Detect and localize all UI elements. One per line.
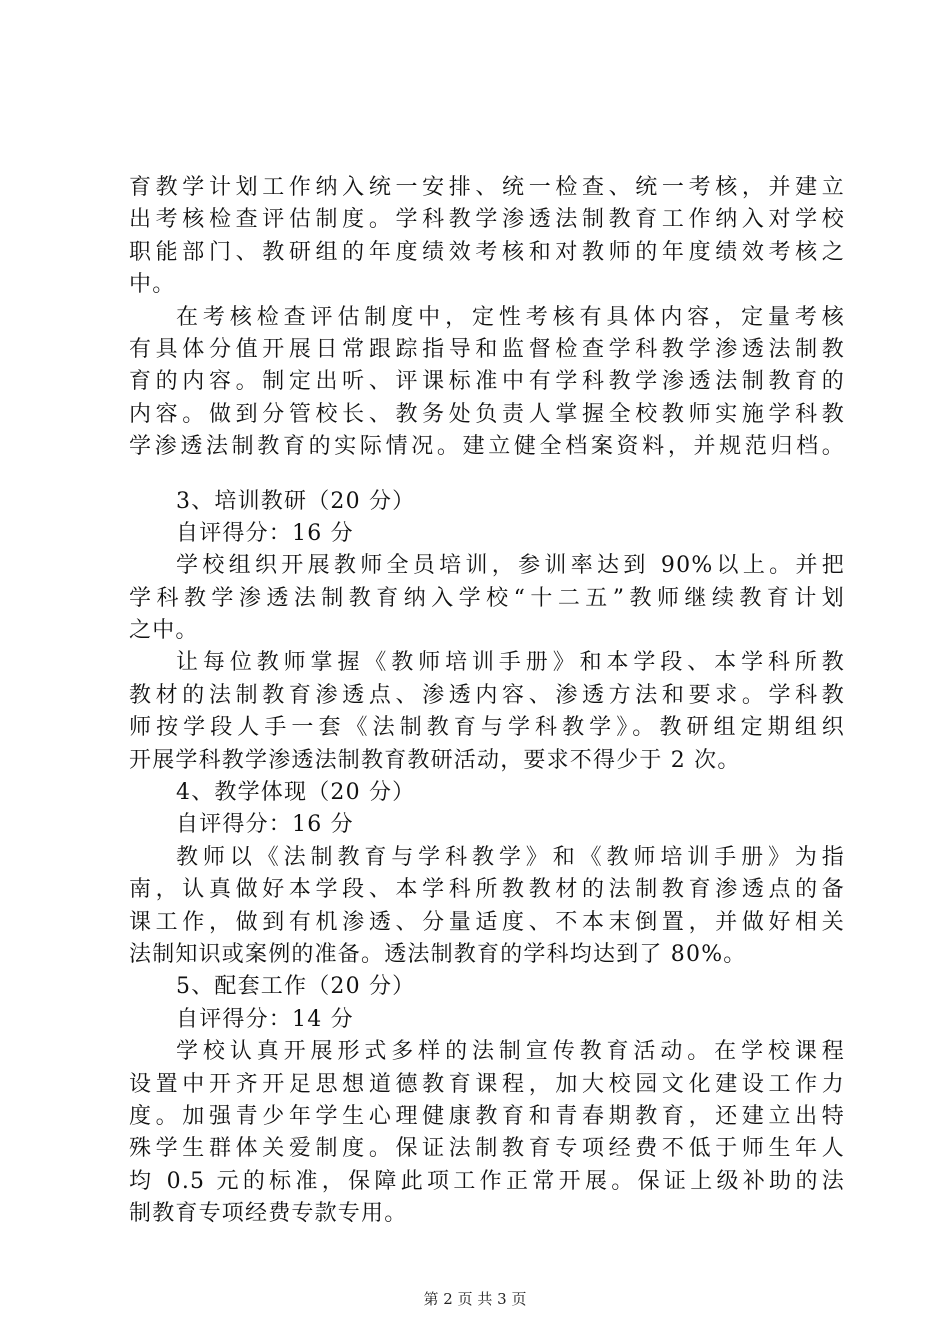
text-line: 3、培训教研（20 分） <box>176 488 416 514</box>
text-line: 均 0.5 元的标准，保障此项工作正常开展。保证上级补助的法 <box>129 1168 845 1194</box>
text-line: 内容。做到分管校长、教务处负责人掌握全校教师实施学科教 <box>129 401 845 427</box>
text-line: 自评得分：16 分 <box>176 520 354 546</box>
text-line: 教材的法制教育渗透点、渗透内容、渗透方法和要求。学科教 <box>129 682 845 708</box>
text-line: 自评得分：16 分 <box>176 812 354 838</box>
text-line: 职能部门、教研组的年度绩效考核和对教师的年度绩效考核之 <box>129 239 845 265</box>
text-line: 之中。 <box>129 618 199 644</box>
text-line: 教师以《法制教育与学科教学》和《教师培训手册》为指 <box>176 844 845 870</box>
text-line: 学校组织开展教师全员培训，参训率达到 90%以上。并把 <box>176 553 845 579</box>
text-line: 学渗透法制教育的实际情况。建立健全档案资料，并规范归档。 <box>129 434 845 460</box>
text-line: 度。加强青少年学生心理健康教育和青春期教育，还建立出特 <box>129 1103 845 1129</box>
text-line: 5、配套工作（20 分） <box>176 974 416 1000</box>
text-line: 育教学计划工作纳入统一安排、统一检查、统一考核，并建立 <box>129 175 845 200</box>
text-line: 中。 <box>129 272 176 298</box>
text-line: 出考核检查评估制度。学科教学渗透法制教育工作纳入对学校 <box>129 207 845 233</box>
text-line: 南，认真做好本学段、本学科所教教材的法制教育渗透点的备 <box>129 877 845 903</box>
text-line: 设置中开齐开足思想道德教育课程，加大校园文化建设工作力 <box>129 1071 845 1097</box>
text-line: 师按学段人手一套《法制教育与学科教学》。教研组定期组织 <box>129 715 845 741</box>
paragraph-gap <box>129 464 845 486</box>
text-line: 学科教学渗透法制教育纳入学校“十二五”教师继续教育计划 <box>129 585 845 611</box>
text-line: 殊学生群体关爱制度。保证法制教育专项经费不低于师生年人 <box>129 1136 845 1162</box>
text-line: 法制知识或案例的准备。透法制教育的学科均达到了 80%。 <box>129 941 747 967</box>
text-line: 自评得分：14 分 <box>176 1006 354 1032</box>
text-line: 有具体分值开展日常跟踪指导和监督检查学科教学渗透法制教 <box>129 336 845 362</box>
text-line: 学校认真开展形式多样的法制宣传教育活动。在学校课程 <box>176 1039 845 1065</box>
text-line: 开展学科教学渗透法制教育教研活动，要求不得少于 2 次。 <box>129 747 741 773</box>
text-line: 育的内容。制定出听、评课标准中有学科教学渗透法制教育的 <box>129 369 845 395</box>
text-line: 课工作，做到有机渗透、分量适度、不本末倒置，并做好相关 <box>129 909 845 935</box>
page-footer: 第 2 页 共 3 页 <box>423 1290 527 1308</box>
document-body <box>129 172 845 1231</box>
text-line: 4、教学体现（20 分） <box>176 780 416 806</box>
text-line: 在考核检查评估制度中，定性考核有具体内容，定量考核 <box>176 304 845 330</box>
text-line: 制教育专项经费专款专用。 <box>129 1201 408 1227</box>
text-line: 让每位教师掌握《教师培训手册》和本学段、本学科所教 <box>176 650 845 676</box>
